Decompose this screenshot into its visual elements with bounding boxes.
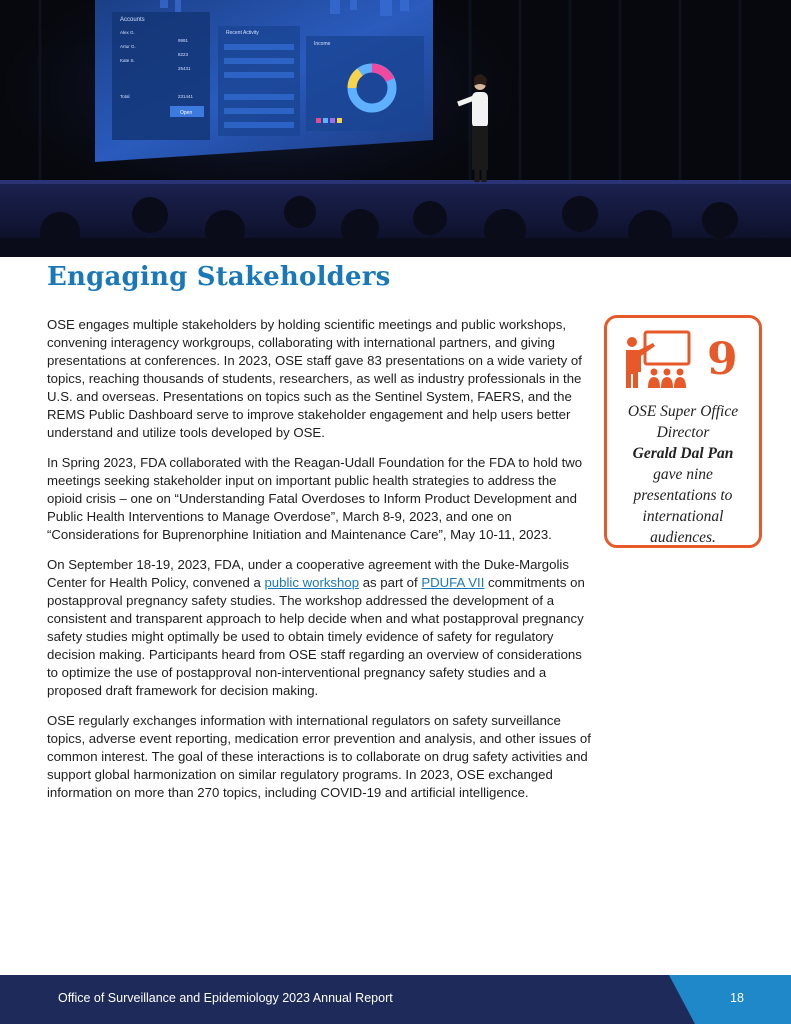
paragraph-presentations: OSE engages multiple stakeholders by holding scientific meetings and public workshops, convening interagency workgroups, collaborating with international partners, and giving presentations at conferences. In 2023, OSE staff gave 83 presentations on a wide variety of topics, reaching thousands of students, researchers, as well as industry professionals in the U.S. and overseas. Presentations on topics such as the Sentinel System, FAERS, and the REMS Public Dashboard serve to improve stakeholder engagement and help users better understand and utilize tools developed by OSE. [47,317,582,440]
svg-text:Alex G.: Alex G. [120,30,135,35]
svg-text:8223: 8223 [178,52,189,57]
body-text [47,316,595,814]
svg-text:Total: Total [120,94,130,99]
paragraph-international-exchange: OSE regularly exchanges information with international regulators on safety surveillance topics, adverse event reporting, medication error prevention and analysis, and other issues of common interest. The goal of these interactions is to collaborate on drug safety activities and support global harmonization on similar regulatory programs. In 2023, OSE exchanged information on more than 270 topics, including COVID-19 and artificial intelligence. [47,713,591,800]
svg-text:Recent Activity: Recent Activity [226,30,259,36]
conference-stage-image [0,0,791,257]
callout-name: Gerald Dal Pan [632,445,734,462]
presentation-icon [623,330,693,395]
footer-title: Office of Surveillance and Epidemiology 2023 Annual Report [58,991,393,1005]
screen-panel-title: Accounts [120,17,145,23]
svg-text:25431: 25431 [178,66,191,71]
section-title: Engaging Stakeholders [47,262,391,292]
svg-text:Artur G.: Artur G. [120,44,136,49]
svg-text:9991: 9991 [178,38,189,43]
public-workshop-link[interactable]: public workshop [264,575,360,590]
footer-bar [0,975,791,1024]
svg-text:Kate S.: Kate S. [120,58,135,63]
callout-caption: OSE Super Office Director Gerald Dal Pan gave nine presentations to international audiences. [627,403,739,546]
svg-text:Income: Income [314,41,331,47]
paragraph-pregnancy-workshop: On September 18-19, 2023, FDA, under a cooperative agreement with the Duke-Margolis Center for Health Policy, convened a public workshop as part of PDUFA VII commitments on postapproval pregnancy safety studies. The workshop addressed the development of a consistent and transparent approach to help decide when and what postapproval pregnancy safety studies might optimally be used to obtain timely evidence of safety for regulatory decision making. Participants heard from OSE staff regarding an overview of considerations to optimize the use of postapproval non-interventional pregnancy safety studies and a proposed draft framework for decision making. [47,557,585,698]
callout-box [604,315,762,548]
svg-text:Open: Open [180,110,193,116]
hero-photo [0,0,791,257]
page-number: 18 [730,991,744,1005]
paragraph-opioid-meetings: In Spring 2023, FDA collaborated with the Reagan-Udall Foundation for the FDA to hold two meetings seeking stakeholder input on important public health strategies to address the opioid crisis – one on “Understanding Fatal Overdoses to Inform Product Development and Public Health Interventions to Manage Overdose”, March 8-9, 2023, and one on “Considerations for Buprenorphine Initiation and Maintenance Care”, May 10-11, 2023. [47,455,583,542]
pdufa-vii-link[interactable]: PDUFA VII [421,575,485,590]
svg-text:231441: 231441 [178,94,194,99]
callout-number: 9 [707,334,738,385]
